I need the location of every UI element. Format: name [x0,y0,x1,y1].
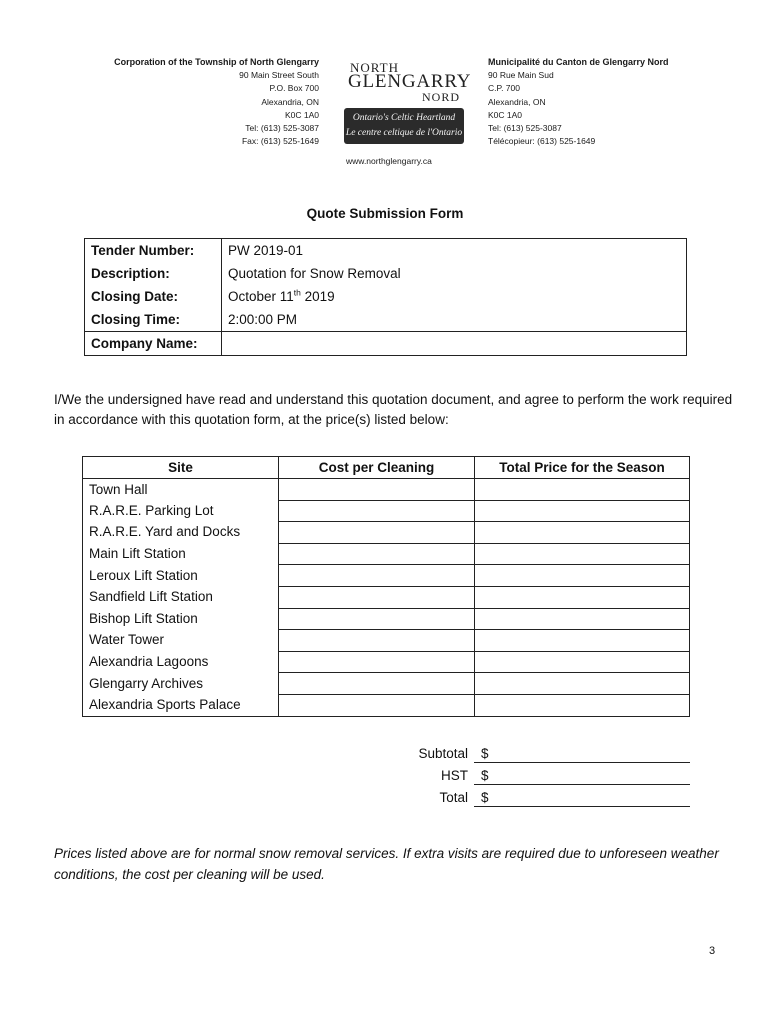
total-price-season-header: Total Price for the Season [475,457,690,479]
french-address-line: 90 Rue Main Sud [488,70,554,81]
pricing-note: Prices listed above are for normal snow removal services. If extra visits are required due to unforeseen weather conditions, the cost per cleaning will be used. [54,846,719,882]
description-row [85,262,687,285]
subtotal-label: Subtotal [418,746,468,761]
total-price-cell[interactable] [475,543,690,565]
french-fax: Télécopieur: (613) 525-1649 [488,136,596,147]
site-name: Water Tower [83,630,279,652]
sites-pricing-table [82,456,690,717]
table-row [83,608,690,630]
company-name-field[interactable] [222,332,687,356]
description-label: Description: [85,262,222,285]
closing-date-month-day: October 11 [228,289,294,304]
site-name: Alexandria Sports Palace [83,694,279,716]
site-name: Main Lift Station [83,543,279,565]
tender-number-label: Tender Number: [85,239,222,263]
site-name: Glengarry Archives [83,673,279,695]
closing-date-value [222,285,687,308]
header-english-address [60,56,319,148]
website-link[interactable]: www.northglengarry.ca [346,156,432,166]
site-name: Bishop Lift Station [83,608,279,630]
hst-row [380,766,690,788]
table-row [83,673,690,695]
site-name: R.A.R.E. Parking Lot [83,500,279,522]
english-fax: Fax: (613) 525-1649 [241,136,319,147]
total-price-cell[interactable] [475,522,690,544]
site-name: Town Hall [83,479,279,501]
tender-info-table [84,238,687,356]
logo-tagline-english: Ontario's Celtic Heartland [352,113,456,123]
hst-field[interactable]: $ [474,768,690,785]
french-address-line: C.P. 700 [488,83,520,94]
logo-nord-text: NORD [421,90,460,104]
tender-number-row [85,239,687,263]
total-field[interactable]: $ [474,790,690,807]
total-price-cell[interactable] [475,479,690,501]
total-price-cell[interactable] [475,500,690,522]
totals-section [380,744,690,810]
english-phone: Tel: (613) 525-3087 [245,123,319,134]
hst-label: HST [441,768,468,783]
page-number: 3 [709,945,716,957]
agreement-paragraph: I/We the undersigned have read and understand this quotation document, and agree to perform the work required in accordance with this quotation form, at the price(s) listed below: [54,392,733,427]
total-label: Total [439,790,468,805]
site-name: Alexandria Lagoons [83,651,279,673]
table-row [83,651,690,673]
french-org-name: Municipalité du Canton de Glengarry Nord [488,57,669,67]
cost-per-cleaning-cell[interactable] [279,694,475,716]
cost-per-cleaning-cell[interactable] [279,651,475,673]
description-value: Quotation for Snow Removal [222,262,687,285]
table-row [83,694,690,716]
total-price-cell[interactable] [475,608,690,630]
table-row [83,543,690,565]
logo-tagline-french: Le centre celtique de l'Ontario [345,128,463,138]
closing-date-year: 2019 [300,289,335,304]
total-price-cell[interactable] [475,565,690,587]
french-phone: Tel: (613) 525-3087 [488,123,562,134]
closing-time-value: 2:00:00 PM [222,308,687,332]
english-address-line: 90 Main Street South [239,70,319,81]
site-column-header: Site [83,457,279,479]
tender-number-value: PW 2019-01 [222,239,687,263]
table-row [83,630,690,652]
total-price-cell[interactable] [475,630,690,652]
cost-per-cleaning-header: Cost per Cleaning [279,457,475,479]
cost-per-cleaning-cell[interactable] [279,586,475,608]
logo-glengarry-text: GLENGARRY [348,71,472,92]
cost-per-cleaning-cell[interactable] [279,500,475,522]
total-price-cell[interactable] [475,694,690,716]
subtotal-field[interactable]: $ [474,746,690,763]
table-row [83,500,690,522]
table-row [83,522,690,544]
cost-per-cleaning-cell[interactable] [279,479,475,501]
table-row [83,586,690,608]
english-address-line: P.O. Box 700 [269,83,319,94]
total-price-cell[interactable] [475,673,690,695]
closing-time-row [85,308,687,332]
company-name-row [85,332,687,356]
cost-per-cleaning-cell[interactable] [279,630,475,652]
cost-per-cleaning-cell[interactable] [279,565,475,587]
french-address-line: K0C 1A0 [488,109,523,120]
table-row [83,479,690,501]
total-row [380,788,690,810]
logo-north-text: NORTH [350,60,399,75]
closing-date-row [85,285,687,308]
site-name: Sandfield Lift Station [83,586,279,608]
total-price-cell[interactable] [475,651,690,673]
sites-table-header [83,457,690,479]
english-address-line: K0C 1A0 [284,109,319,120]
english-address-line: Alexandria, ON [261,96,319,107]
site-name: R.A.R.E. Yard and Docks [83,522,279,544]
cost-per-cleaning-cell[interactable] [279,522,475,544]
north-glengarry-logo [340,52,472,148]
header-french-address [488,56,728,148]
form-title: Quote Submission Form [306,206,464,221]
closing-date-label: Closing Date: [85,285,222,308]
closing-time-label: Closing Time: [85,308,222,332]
table-row [83,565,690,587]
total-price-cell[interactable] [475,586,690,608]
subtotal-row [380,744,690,766]
company-name-label: Company Name: [85,332,222,356]
closing-date-ordinal: th [293,287,301,298]
english-org-name: Corporation of the Township of North Glengarry [114,57,319,67]
french-address-line: Alexandria, ON [488,96,546,107]
logo-tagline-band [344,108,464,144]
cost-per-cleaning-cell[interactable] [279,543,475,565]
cost-per-cleaning-cell[interactable] [279,608,475,630]
cost-per-cleaning-cell[interactable] [279,673,475,695]
site-name: Leroux Lift Station [83,565,279,587]
